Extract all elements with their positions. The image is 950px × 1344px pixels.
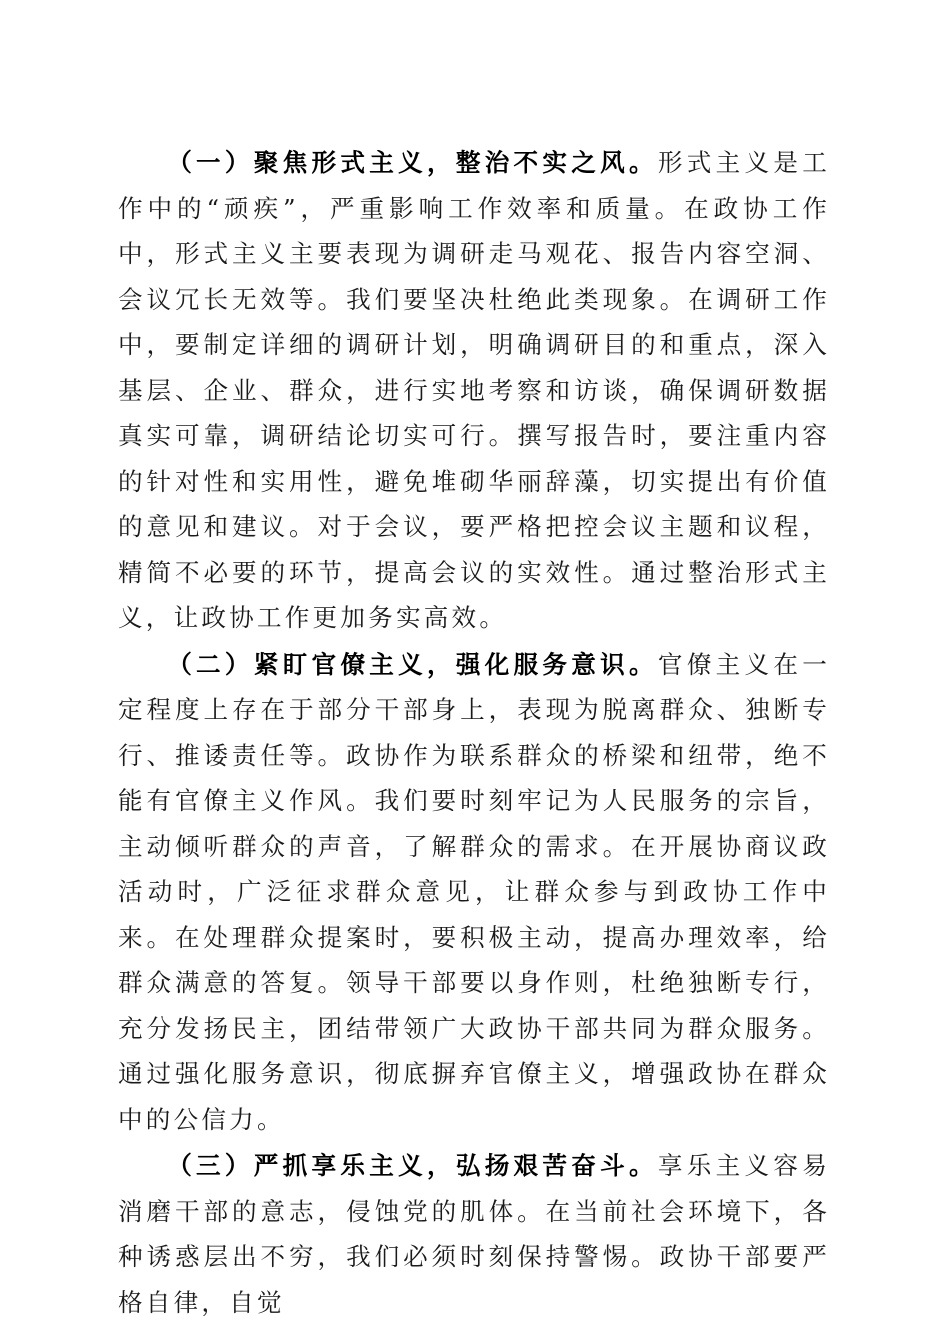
section-text-bureaucratism: 官僚主义在一定程度上存在于部分干部身上，表现为脱离群众、独断专行、推诿责任等。政协作为联系群众的桥梁和纽带，绝不能有官僚主义作风。我们要时刻牢记为人民服务的宗旨，主动倾听群众的声音，了解群众的需求。在开展协商议政活动时，广泛征求群众意见，让群众参与到政协工作中来。在处理群众提案时，要积极主动，提高办理效率，给群众满意的答复。领导干部要以身作则，杜绝独断专行，充分发扬民主，团结带领广大政协干部共同为群众服务。通过强化服务意识，彻底摒弃官僚主义，增强政协在群众中的公信力。 (118, 649, 831, 1134)
document-body (118, 140, 830, 1325)
paragraph-formalism (118, 140, 830, 641)
paragraph-bureaucratism (118, 642, 830, 1143)
section-heading-bureaucratism: （二）紧盯官僚主义，强化服务意识。 (167, 649, 658, 679)
section-text-hedonism: 享乐主义容易消磨干部的意志，侵蚀党的肌体。在当前社会环境下，各种诱惑层出不穷，我们必须时刻保持警惕。政协干部要严格自律，自觉 (118, 1151, 831, 1317)
paragraph-hedonism (118, 1143, 830, 1325)
section-text-formalism: 形式主义是工作中的“顽疾”，严重影响工作效率和质量。在政协工作中，形式主义主要表现为调研走马观花、报告内容空洞、会议冗长无效等。我们要坚决杜绝此类现象。在调研工作中，要制定详细的调研计划，明确调研目的和重点，深入基层、企业、群众，进行实地考察和访谈，确保调研数据真实可靠，调研结论切实可行。撰写报告时，要注重内容的针对性和实用性，避免堆砌华丽辞藻，切实提出有价值的意见和建议。对于会议，要严格把控会议主题和议程，精简不必要的环节，提高会议的实效性。通过整治形式主义，让政协工作更加务实高效。 (118, 148, 831, 632)
section-heading-formalism: （一）聚焦形式主义，整治不实之风。 (167, 148, 658, 177)
section-heading-hedonism: （三）严抓享乐主义，弘扬艰苦奋斗。 (167, 1151, 658, 1180)
